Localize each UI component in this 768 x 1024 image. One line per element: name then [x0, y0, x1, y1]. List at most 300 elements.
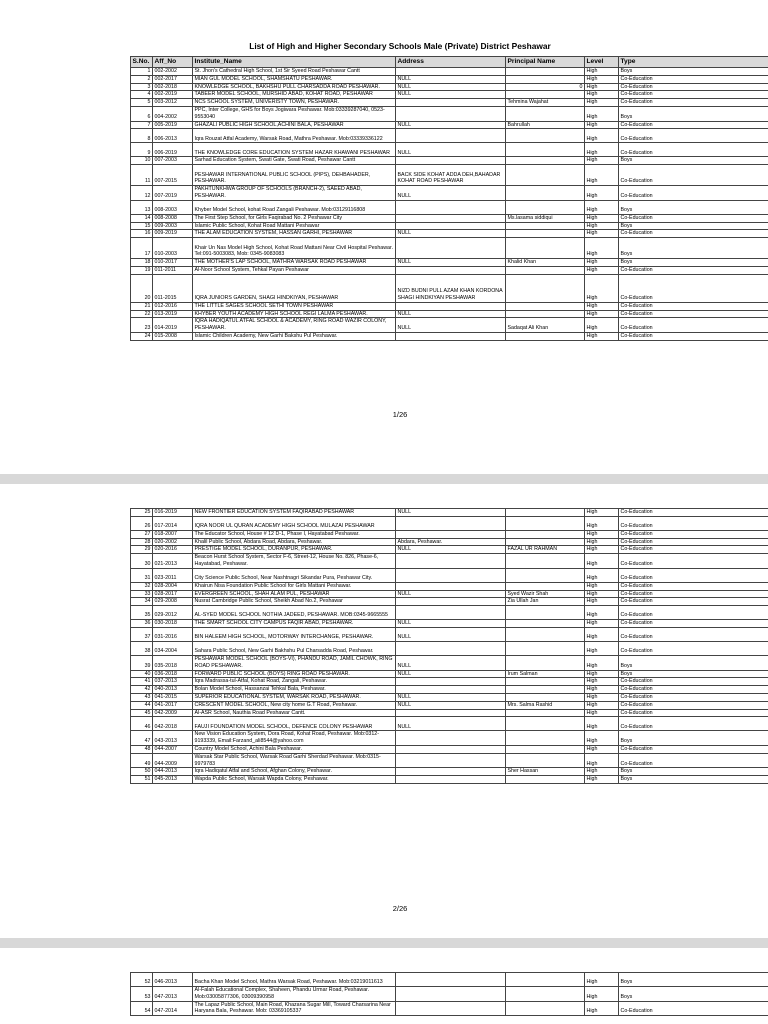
cell-aff-no: 043-2013	[153, 731, 193, 746]
cell-level: High	[585, 274, 619, 302]
cell-principal-name	[506, 332, 585, 340]
cell-principal-name	[506, 266, 585, 274]
cell-type: Co-Education	[619, 606, 768, 620]
cell-aff-no: 042-2018	[153, 717, 193, 731]
cell-institute-name: KNOWLEDGE SCHOOL, BAKHSHU PULL CHARSADDA ROAD PESHAWAR.	[193, 83, 396, 91]
cell-institute-name: Al-ASR School, Nauthia Road Peshawar Cantt.	[193, 709, 396, 717]
cell-level: High	[585, 753, 619, 768]
cell-address	[396, 709, 506, 717]
cell-address	[396, 753, 506, 768]
cell-aff-no: 044-2013	[153, 768, 193, 776]
cell-address	[396, 530, 506, 538]
table-row	[131, 129, 768, 143]
table-row	[131, 598, 768, 606]
cell-sno: 14	[131, 214, 153, 222]
cell-type: Boys	[619, 670, 768, 678]
table-row	[131, 318, 768, 333]
cell-sno: 1	[131, 68, 153, 76]
cell-sno: 42	[131, 686, 153, 694]
table-row	[131, 670, 768, 678]
cell-sno: 22	[131, 310, 153, 318]
cell-sno: 48	[131, 745, 153, 753]
cell-institute-name: City Science Public School, Near Nashtnagri Sikandar Pura, Peshawar City.	[193, 568, 396, 582]
cell-principal-name: Ms.lasama siddiqui	[506, 214, 585, 222]
header-type: Type	[619, 57, 768, 68]
cell-type: Boys	[619, 68, 768, 76]
cell-address	[396, 200, 506, 214]
cell-institute-name: Iqra Madrassa-tul-Atfal, Kohat Road, Zangali, Peshawar.	[193, 678, 396, 686]
cell-type: Co-Education	[619, 91, 768, 99]
table-row	[131, 238, 768, 259]
table-row	[131, 186, 768, 201]
cell-sno: 52	[131, 973, 153, 987]
cell-type: Co-Education	[619, 310, 768, 318]
cell-institute-name: Al-Falah Educational Complex, Shaheen, Phandu Urmar Road, Peshawar. Mob:03005877306, 03009390958	[193, 987, 396, 1002]
cell-aff-no: 040-2013	[153, 686, 193, 694]
cell-sno: 50	[131, 768, 153, 776]
cell-level: High	[585, 200, 619, 214]
cell-institute-name: Iqra Hadiqatul Atfal and School, Afghan Colony, Peshawar.	[193, 768, 396, 776]
cell-institute-name: New Vision Education System, Dora Road, Kohat Road, Peshawar. Mob:0312-9193339, Email:Farzand_ali8544@yahoo.com	[193, 731, 396, 746]
cell-institute-name: Khair Un Nas Model High School, Kohat Road Mattani Near Civil Hospital Peshawar. Tel:091-5003083, Mob: 0345-9083083	[193, 238, 396, 259]
cell-aff-no: 042-2009	[153, 709, 193, 717]
cell-principal-name: Mrs. Salma Rashid	[506, 701, 585, 709]
cell-principal-name	[506, 606, 585, 620]
table-row	[131, 530, 768, 538]
cell-sno: 35	[131, 606, 153, 620]
table-row	[131, 678, 768, 686]
cell-address	[396, 987, 506, 1002]
table-row	[131, 509, 768, 517]
cell-type: Co-Education	[619, 641, 768, 655]
cell-level: High	[585, 83, 619, 91]
cell-institute-name: St. Jhon's Cathedral High School, 1st Sir Syeed Road Peshawar Cantt	[193, 68, 396, 76]
cell-level: High	[585, 655, 619, 670]
cell-principal-name	[506, 1001, 585, 1016]
cell-level: High	[585, 590, 619, 598]
cell-institute-name: Islamic Children Academy, New Garhi Bakshu Pul Peshawar.	[193, 332, 396, 340]
cell-address: NULL	[396, 143, 506, 157]
cell-level: High	[585, 701, 619, 709]
cell-principal-name	[506, 678, 585, 686]
cell-address: NULL	[396, 509, 506, 517]
cell-level: High	[585, 641, 619, 655]
cell-address	[396, 568, 506, 582]
table-row	[131, 768, 768, 776]
cell-sno: 23	[131, 318, 153, 333]
table-row	[131, 266, 768, 274]
cell-sno: 30	[131, 554, 153, 569]
header-institute-name: Institute_Name	[193, 57, 396, 68]
cell-address: NULL	[396, 75, 506, 83]
cell-principal-name	[506, 538, 585, 546]
cell-principal-name	[506, 157, 585, 165]
table-row	[131, 606, 768, 620]
table-row	[131, 745, 768, 753]
cell-address	[396, 99, 506, 107]
cell-level: High	[585, 91, 619, 99]
cell-principal-name	[506, 582, 585, 590]
cell-sno: 53	[131, 987, 153, 1002]
table-row	[131, 75, 768, 83]
cell-sno: 17	[131, 238, 153, 259]
cell-level: High	[585, 68, 619, 76]
cell-aff-no: 002-2002	[153, 68, 193, 76]
cell-aff-no: 018-2007	[153, 530, 193, 538]
cell-principal-name	[506, 165, 585, 186]
cell-principal-name	[506, 509, 585, 517]
cell-institute-name: IQRA JUNIORS GARDEN, SHAGI HINDKIYAN, PESHAWAR	[193, 274, 396, 302]
cell-address	[396, 516, 506, 530]
cell-sno: 10	[131, 157, 153, 165]
table-row	[131, 590, 768, 598]
table-row	[131, 973, 768, 987]
cell-type: Co-Education	[619, 516, 768, 530]
cell-aff-no: 041-2015	[153, 693, 193, 701]
cell-aff-no: 016-2019	[153, 509, 193, 517]
cell-sno: 18	[131, 259, 153, 267]
table-row	[131, 753, 768, 768]
cell-institute-name: Sarhad Education System, Swati Gate, Swati Road, Peshawar Cantt	[193, 157, 396, 165]
cell-address	[396, 222, 506, 230]
cell-aff-no: 028-2004	[153, 582, 193, 590]
cell-aff-no: 046-2013	[153, 973, 193, 987]
cell-principal-name	[506, 973, 585, 987]
cell-type: Co-Education	[619, 186, 768, 201]
cell-institute-name: EVERGREEN SCHOOL, SHAH ALAM PUL, PESHAWAR	[193, 590, 396, 598]
cell-sno: 47	[131, 731, 153, 746]
cell-principal-name	[506, 106, 585, 121]
cell-sno: 32	[131, 582, 153, 590]
cell-principal-name	[506, 129, 585, 143]
cell-institute-name: AL-SYED MODEL SCHOOL NOTHIA JADEED, PESHAWAR. MOB:0345-9665555	[193, 606, 396, 620]
cell-aff-no: 002-2018	[153, 83, 193, 91]
table-row	[131, 717, 768, 731]
cell-aff-no: 007-2003	[153, 157, 193, 165]
cell-aff-no: 029-2008	[153, 598, 193, 606]
cell-type: Co-Education	[619, 598, 768, 606]
cell-sno: 31	[131, 568, 153, 582]
cell-aff-no: 047-2014	[153, 1001, 193, 1016]
cell-type: Co-Education	[619, 582, 768, 590]
cell-institute-name: THE LITTLE SAGES SCHOOL SETHI TOWN PESHAWAR	[193, 302, 396, 310]
schools-table-page-2	[130, 508, 768, 784]
cell-aff-no: 011-2011	[153, 266, 193, 274]
cell-institute-name: CRESCENT MODEL SCHOOL, New city home G.T Road, Peshawar.	[193, 701, 396, 709]
cell-institute-name: THE SMART SCHOOL CITY CAMPUS FAQIR ABAD, PESHAWAR.	[193, 620, 396, 628]
cell-institute-name: Khairun Nisa Foundation Public School for Girls Mattani Peshawar.	[193, 582, 396, 590]
cell-level: High	[585, 121, 619, 129]
cell-principal-name	[506, 686, 585, 694]
cell-institute-name: KHYBER YOUTH ACADEMY HIGH SCHOOL REGI LALMA PESHAWAR.	[193, 310, 396, 318]
cell-sno: 28	[131, 538, 153, 546]
cell-address	[396, 582, 506, 590]
cell-sno: 44	[131, 701, 153, 709]
cell-institute-name: Iqra Rouzat Atfal Academy, Warsak Road, Mathra Peshawar. Mob:03339336122	[193, 129, 396, 143]
table-row	[131, 310, 768, 318]
cell-type: Boys	[619, 973, 768, 987]
cell-aff-no: 014-2019	[153, 318, 193, 333]
cell-institute-name: Bolan Model School, Hassanzai Tehkal Bala, Peshawar.	[193, 686, 396, 694]
cell-principal-name	[506, 302, 585, 310]
cell-institute-name: Islamic Public School, Kohat Road Mattani Peshawar	[193, 222, 396, 230]
cell-institute-name: NEW FRONTIER EDUCATION SYSTEM FAQIRABAD PESHAWAR	[193, 509, 396, 517]
cell-level: High	[585, 693, 619, 701]
cell-address: Abdara, Peshawar.	[396, 538, 506, 546]
cell-level: High	[585, 75, 619, 83]
cell-sno: 16	[131, 230, 153, 238]
cell-type: Co-Education	[619, 530, 768, 538]
cell-institute-name: Nusrat Cambridge Public School, Sheikh Abad No.2, Peshawar	[193, 598, 396, 606]
cell-level: High	[585, 582, 619, 590]
cell-type: Boys	[619, 987, 768, 1002]
cell-sno: 3	[131, 83, 153, 91]
table-header-row	[131, 57, 768, 68]
table-row	[131, 987, 768, 1002]
cell-level: High	[585, 238, 619, 259]
table-row	[131, 709, 768, 717]
cell-aff-no: 006-2019	[153, 143, 193, 157]
cell-address: NULL	[396, 670, 506, 678]
cell-address: NULL	[396, 546, 506, 554]
cell-type: Boys	[619, 157, 768, 165]
cell-institute-name: IQRA NOOR UL QURAN ACADEMY HIGH SCHOOL MULAZAI PESHAWAR	[193, 516, 396, 530]
cell-principal-name	[506, 200, 585, 214]
cell-principal-name	[506, 68, 585, 76]
table-row	[131, 582, 768, 590]
cell-level: High	[585, 509, 619, 517]
cell-type: Co-Education	[619, 546, 768, 554]
cell-principal-name	[506, 516, 585, 530]
cell-aff-no: 008-2003	[153, 200, 193, 214]
table-row	[131, 731, 768, 746]
table-row	[131, 106, 768, 121]
header-principal-name: Principal Name	[506, 57, 585, 68]
table-row	[131, 68, 768, 76]
cell-type: Co-Education	[619, 568, 768, 582]
table-row	[131, 620, 768, 628]
cell-level: High	[585, 99, 619, 107]
cell-type: Co-Education	[619, 75, 768, 83]
cell-type: Co-Education	[619, 538, 768, 546]
cell-principal-name: Khalid Khan	[506, 259, 585, 267]
cell-level: High	[585, 230, 619, 238]
cell-institute-name: PRESTIGE MODEL SCHOOL, DURANPUR, PESHAWAR.	[193, 546, 396, 554]
cell-principal-name: FAZAL UR RAHMAN	[506, 546, 585, 554]
cell-institute-name: FAUJI FOUNDATION MODEL SCHOOL, DEFENCE COLONY PESHAWAR	[193, 717, 396, 731]
cell-institute-name: Khalil Public School, Abdara Road, Abdara, Peshawar.	[193, 538, 396, 546]
cell-sno: 20	[131, 274, 153, 302]
table-row	[131, 83, 768, 91]
cell-sno: 8	[131, 129, 153, 143]
cell-sno: 15	[131, 222, 153, 230]
cell-institute-name: PESHAWAR MODEL SCHOOL (BOYS-VI), PHANDU ROAD, JAMIL CHOWK, RING ROAD PESHAWAR.	[193, 655, 396, 670]
cell-principal-name	[506, 230, 585, 238]
cell-aff-no: 015-2008	[153, 332, 193, 340]
cell-principal-name	[506, 709, 585, 717]
cell-address	[396, 157, 506, 165]
cell-address	[396, 606, 506, 620]
table-row	[131, 641, 768, 655]
cell-address	[396, 554, 506, 569]
cell-principal-name	[506, 987, 585, 1002]
cell-level: High	[585, 627, 619, 641]
cell-level: High	[585, 165, 619, 186]
cell-level: High	[585, 318, 619, 333]
cell-sno: 45	[131, 709, 153, 717]
cell-aff-no: 021-2013	[153, 554, 193, 569]
cell-address	[396, 302, 506, 310]
cell-aff-no: 006-2013	[153, 129, 193, 143]
cell-institute-name: BIN HALEEM HIGH SCHOOL, MOTORWAY INTERCHANGE, PESHAWAR.	[193, 627, 396, 641]
table-row	[131, 121, 768, 129]
document-page-3	[0, 948, 768, 1024]
cell-institute-name: Al-Noor School System, Tehkal Payan Peshawar	[193, 266, 396, 274]
cell-address: NULL	[396, 627, 506, 641]
document-page-2	[0, 484, 768, 938]
cell-level: High	[585, 670, 619, 678]
table-row	[131, 546, 768, 554]
cell-level: High	[585, 222, 619, 230]
cell-sno: 54	[131, 1001, 153, 1016]
cell-principal-name	[506, 75, 585, 83]
cell-type: Boys	[619, 200, 768, 214]
cell-type: Co-Education	[619, 745, 768, 753]
cell-level: High	[585, 598, 619, 606]
cell-principal-name	[506, 655, 585, 670]
cell-institute-name: MIAN GUL MODEL SCHOOL, SHAMSHATU PESHAWAR.	[193, 75, 396, 83]
cell-type: Co-Education	[619, 274, 768, 302]
cell-aff-no: 023-2011	[153, 568, 193, 582]
cell-institute-name: THE KNOWLEDGE CORE EDUCATION SYSTEM HAZAR KHAWANI PESHAWAR	[193, 143, 396, 157]
cell-aff-no: 028-2017	[153, 590, 193, 598]
cell-aff-no: 003-2012	[153, 99, 193, 107]
cell-aff-no: 013-2019	[153, 310, 193, 318]
table-row	[131, 157, 768, 165]
cell-level: High	[585, 332, 619, 340]
cell-aff-no: 045-2013	[153, 776, 193, 784]
page-number: 1/26	[392, 410, 408, 419]
cell-address	[396, 238, 506, 259]
cell-institute-name: The Lapaz Public School, Main Road, Khazana Sugar Mill, Toward Charsarina Near Haryana Bala, Peshawar. Mob: 03369105337	[193, 1001, 396, 1016]
cell-sno: 5	[131, 99, 153, 107]
cell-sno: 49	[131, 753, 153, 768]
cell-sno: 9	[131, 143, 153, 157]
cell-principal-name	[506, 186, 585, 201]
table-row	[131, 230, 768, 238]
cell-aff-no: 036-2018	[153, 670, 193, 678]
cell-type: Co-Education	[619, 554, 768, 569]
cell-level: High	[585, 310, 619, 318]
cell-aff-no: 011-2015	[153, 274, 193, 302]
cell-type: Co-Education	[619, 83, 768, 91]
cell-institute-name: GHAZALI PUBLIC HIGH SCHOOL,ACHINI BALA, PESHAWAR	[193, 121, 396, 129]
cell-type: Boys	[619, 238, 768, 259]
cell-sno: 37	[131, 627, 153, 641]
cell-level: High	[585, 266, 619, 274]
cell-type: Boys	[619, 259, 768, 267]
table-row	[131, 222, 768, 230]
cell-aff-no: 044-2007	[153, 745, 193, 753]
cell-address	[396, 106, 506, 121]
cell-aff-no: 009-2019	[153, 230, 193, 238]
cell-type: Co-Education	[619, 143, 768, 157]
cell-level: High	[585, 768, 619, 776]
header-address: Address	[396, 57, 506, 68]
document-title: List of High and Higher Secondary Schools Male (Private) District Peshawar	[249, 41, 551, 51]
schools-table-page-3	[130, 972, 768, 1016]
cell-aff-no: 034-2004	[153, 641, 193, 655]
cell-aff-no: 044-2009	[153, 753, 193, 768]
cell-address	[396, 68, 506, 76]
cell-aff-no: 020-2016	[153, 546, 193, 554]
cell-aff-no: 017-2014	[153, 516, 193, 530]
cell-address	[396, 678, 506, 686]
table-row	[131, 165, 768, 186]
cell-type: Co-Education	[619, 302, 768, 310]
cell-aff-no: 031-2016	[153, 627, 193, 641]
cell-type: Co-Education	[619, 165, 768, 186]
cell-institute-name: Beacon Hurst School System, Sector F-6, Street-12, House No. 826, Phase-6, Hayatabad, Peshawar.	[193, 554, 396, 569]
cell-aff-no: 020-2002	[153, 538, 193, 546]
table-row	[131, 627, 768, 641]
cell-address	[396, 332, 506, 340]
cell-sno: 43	[131, 693, 153, 701]
cell-institute-name: The First Step School, for Girls Faqirabad No. 2 Peshawar City	[193, 214, 396, 222]
cell-address	[396, 731, 506, 746]
cell-address: NULL	[396, 310, 506, 318]
cell-principal-name	[506, 620, 585, 628]
cell-institute-name: THE ALAM EDUCATION SYSTEM, HASSAN GARHI, PESHAWAR	[193, 230, 396, 238]
cell-type: Co-Education	[619, 686, 768, 694]
cell-type: Co-Education	[619, 1001, 768, 1016]
cell-aff-no: 047-2013	[153, 987, 193, 1002]
cell-institute-name: IQRA HADIQATUL ATFAL SCHOOL & ACADEMY, RING ROAD WAZIR COLONY, PESHAWAR.	[193, 318, 396, 333]
cell-principal-name	[506, 530, 585, 538]
cell-level: High	[585, 546, 619, 554]
cell-type: Co-Education	[619, 717, 768, 731]
cell-address: BACK SIDE KOHAT ADDA DEH,BAHADAR KOHAT ROAD PESHAWAR	[396, 165, 506, 186]
cell-level: High	[585, 709, 619, 717]
cell-institute-name: SUPERIOR EDUCATIONAL SYSTEM, WARSAK ROAD, PESHAWAR.	[193, 693, 396, 701]
table-row	[131, 143, 768, 157]
cell-level: High	[585, 1001, 619, 1016]
cell-type: Co-Education	[619, 332, 768, 340]
cell-address: NIZD BUDNI PULL AZAM KHAN KORDONA SHAGI HINDKIYAN PESHAWAR	[396, 274, 506, 302]
cell-level: High	[585, 530, 619, 538]
cell-aff-no: 005-2019	[153, 121, 193, 129]
table-row	[131, 332, 768, 340]
cell-level: High	[585, 516, 619, 530]
cell-institute-name: TABEER MODEL SCHOOL, MURSHID ABAD, KOHAT ROAD, PESHAWAR	[193, 91, 396, 99]
cell-aff-no: 002-2017	[153, 75, 193, 83]
cell-sno: 7	[131, 121, 153, 129]
cell-principal-name	[506, 568, 585, 582]
cell-sno: 19	[131, 266, 153, 274]
table-row	[131, 568, 768, 582]
cell-address: NULL	[396, 259, 506, 267]
cell-principal-name	[506, 310, 585, 318]
cell-institute-name: Bacha Khan Model School, Mathra Warsak Road, Peshawar. Mob:03219011613	[193, 973, 396, 987]
cell-address	[396, 598, 506, 606]
cell-type: Co-Education	[619, 678, 768, 686]
cell-principal-name	[506, 731, 585, 746]
cell-principal-name	[506, 641, 585, 655]
cell-sno: 6	[131, 106, 153, 121]
table-row	[131, 214, 768, 222]
cell-sno: 12	[131, 186, 153, 201]
cell-institute-name: PESHAWAR INTERNATIONAL PUBLIC SCHOOL (PIPS), DEHBAHADER, PESHAWAR.	[193, 165, 396, 186]
